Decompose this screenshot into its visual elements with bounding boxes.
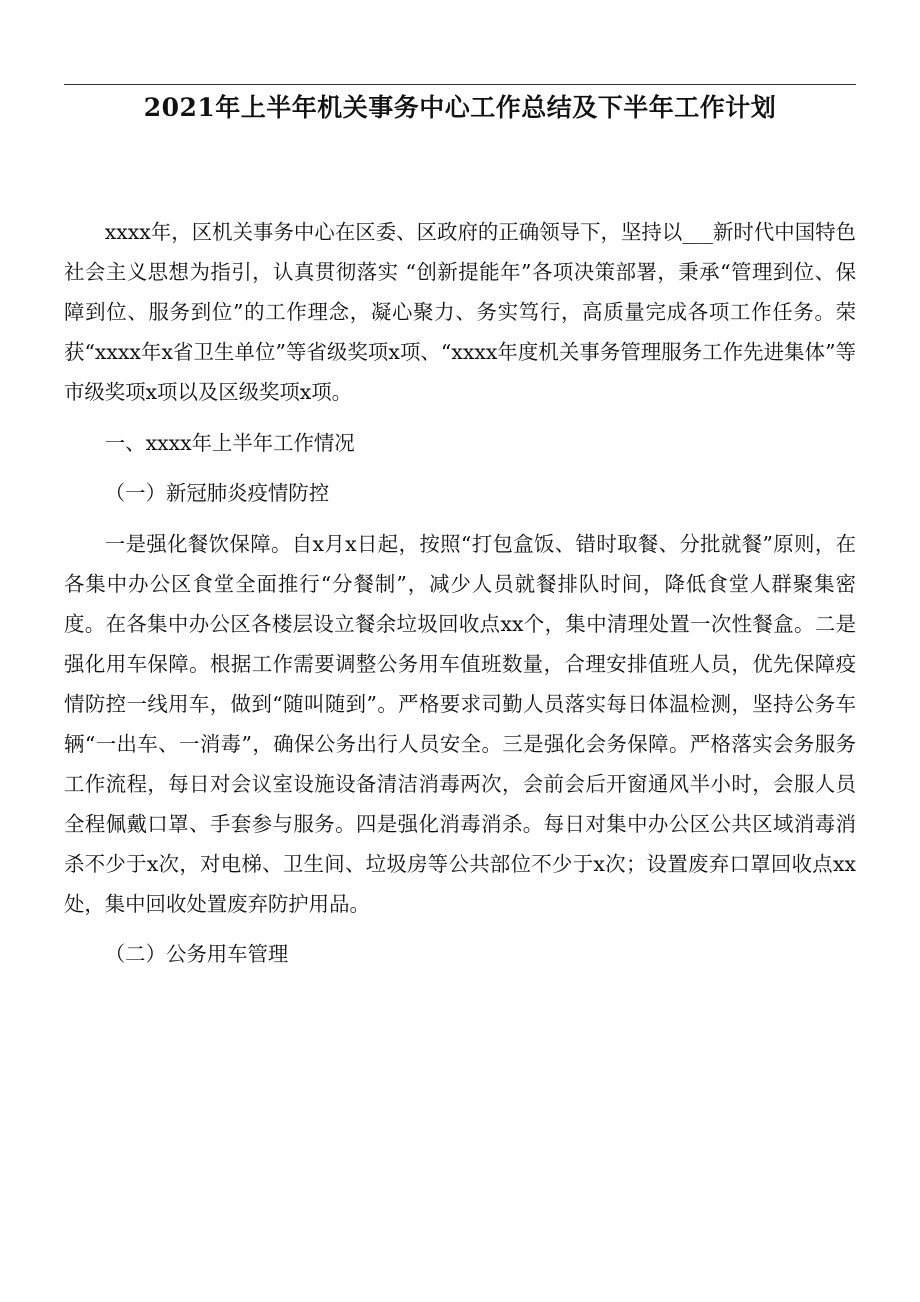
- section-1-heading: 一、xxxx年上半年工作情况: [104, 430, 355, 455]
- intro-paragraph: xxxx年，区机关事务中心在区委、区政府的正确领导下，坚持以___新时代中国特色社会主义思想为指引，认真贯彻落实 “创新提能年”各项决策部署，秉承“管理到位、保障到位、服务到位”的工作理念，凝心聚力、务实笃行，高质量完成各项工作任务。荣获“xxxx年x省卫生单位”等省级奖项x项、“xxxx年度机关事务管理服务工作先进集体”等市级奖项x项以及区级奖项x项。: [64, 220, 856, 404]
- subsection-2-heading: （二）公务用车管理: [104, 942, 289, 966]
- subsection-1-heading: （一）新冠肺炎疫情防控: [104, 481, 330, 505]
- document-title: 2021年上半年机关事务中心工作总结及下半年工作计划: [143, 93, 777, 122]
- document-body: [64, 212, 856, 985]
- subsection-1-paragraph: 一是强化餐饮保障。自x月x日起，按照“打包盒饭、错时取餐、分批就餐”原则，在各集中办公区食堂全面推行“分餐制”，减少人员就餐排队时间，降低食堂人群聚集密度。在各集中办公区各楼层设立餐余垃圾回收点xx个，集中清理处置一次性餐盒。二是强化用车保障。根据工作需要调整公务用车值班数量，合理安排值班人员，优先保障疫情防控一线用车，做到“随叫随到”。严格要求司勤人员落实每日体温检测，坚持公务车辆“一出车、一消毒”，确保公务出行人员安全。三是强化会务保障。严格落实会务服务工作流程，每日对会议室设施设备清洁消毒两次，会前会后开窗通风半小时，会服人员全程佩戴口罩、手套参与服务。四是强化消毒消杀。每日对集中办公区公共区域消毒消杀不少于x次，对电梯、卫生间、垃圾房等公共部位不少于x次；设置废弃口罩回收点xx处，集中回收处置废弃防护用品。: [64, 531, 856, 916]
- header-rule: [64, 84, 856, 85]
